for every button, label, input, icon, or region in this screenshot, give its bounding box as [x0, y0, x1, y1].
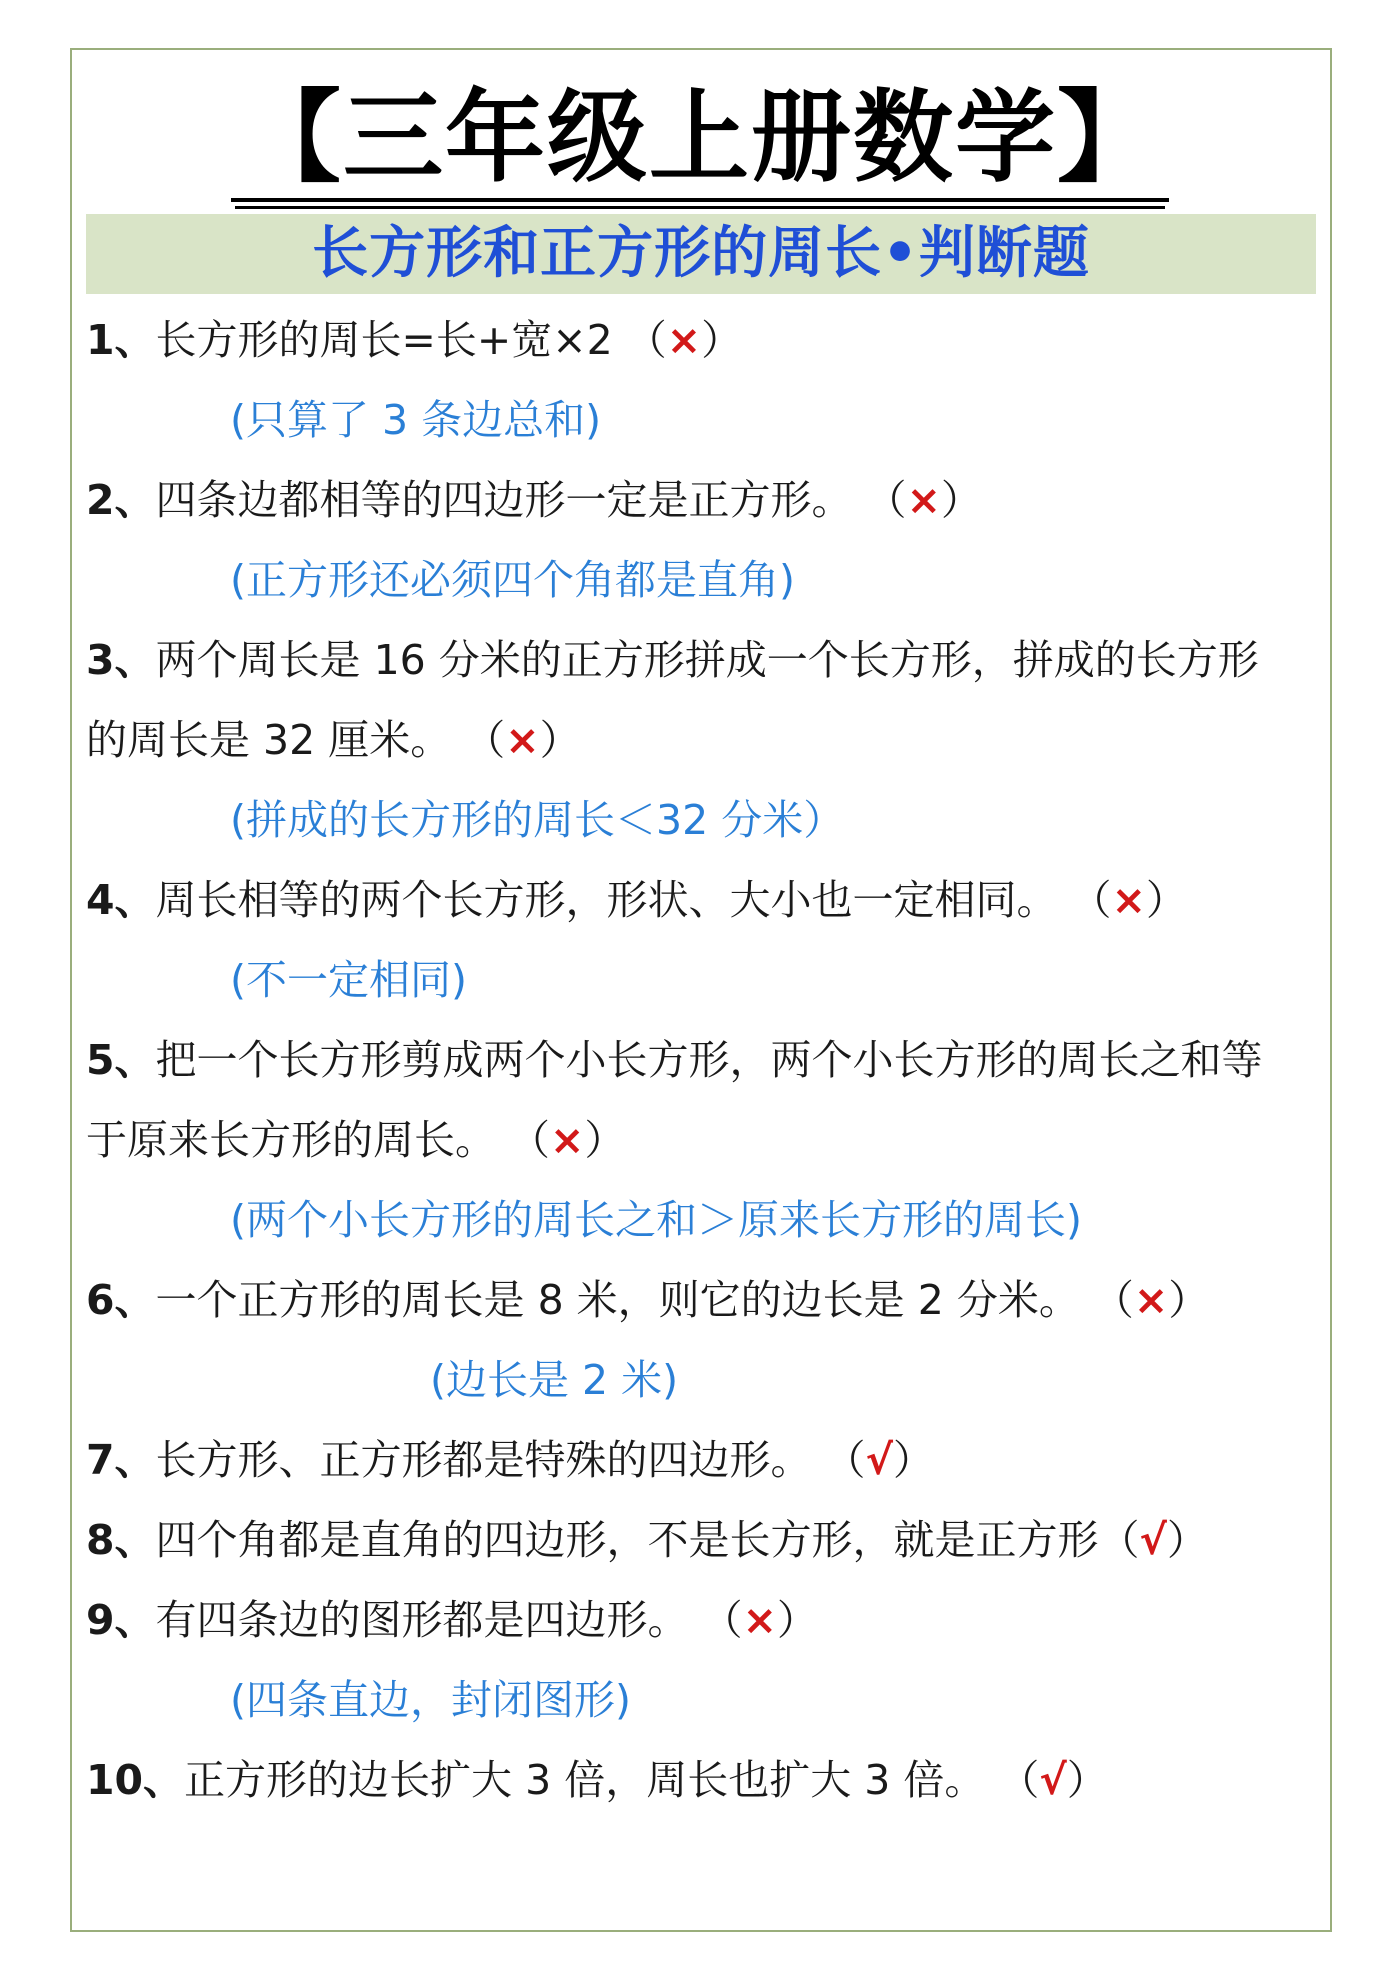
answer-mark: × — [1111, 876, 1146, 924]
question-9 — [86, 1590, 818, 1650]
question-number: 10、 — [86, 1756, 185, 1804]
question-7 — [86, 1430, 934, 1490]
question-3 — [86, 630, 1259, 690]
question-text: 四个角都是直角的四边形，不是长方形，就是正方形（ — [155, 1516, 1140, 1564]
page-title: 【三年级上册数学】 — [231, 78, 1169, 202]
question-text: 把一个长方形剪成两个小长方形，两个小长方形的周长之和等 — [155, 1036, 1263, 1084]
question-5 — [86, 1030, 1263, 1090]
question-text: 周长相等的两个长方形，形状、大小也一定相同。 （ — [155, 876, 1112, 924]
question-text: 两个周长是 16 分米的正方形拼成一个长方形，拼成的长方形 — [155, 636, 1259, 684]
answer-mark: × — [1133, 1276, 1169, 1324]
question-number: 2、 — [86, 476, 156, 524]
answer-close: ） — [940, 476, 982, 524]
question-text: 有四条边的图形都是四边形。 （ — [155, 1596, 743, 1644]
answer-mark: √ — [865, 1436, 893, 1484]
question-number: 5、 — [86, 1036, 156, 1084]
explanation-1: (只算了 3 条边总和) — [230, 396, 602, 444]
answer-close: ） — [1066, 1756, 1108, 1804]
question-number: 4、 — [86, 876, 156, 924]
question-text-continued: 于原来长方形的周长。 （ — [86, 1116, 551, 1164]
answer-mark: × — [666, 316, 702, 364]
question-text: 长方形、正方形都是特殊的四边形。 （ — [155, 1436, 866, 1484]
question-2 — [86, 470, 982, 530]
question-8 — [86, 1510, 1208, 1570]
explanation-3: (拼成的长方形的周长＜32 分米） — [230, 796, 845, 844]
question-text-continued: 的周长是 32 厘米。 （ — [86, 716, 506, 764]
question-text: 正方形的边长扩大 3 倍，周长也扩大 3 倍。 （ — [184, 1756, 1040, 1804]
answer-close: ） — [1168, 1276, 1210, 1324]
question-text: 四条边都相等的四边形一定是正方形。 （ — [155, 476, 907, 524]
answer-mark: × — [505, 716, 540, 764]
answer-close: ） — [539, 716, 581, 764]
explanation-5: (两个小长方形的周长之和＞原来长方形的周长) — [230, 1196, 1082, 1244]
explanation-6: (边长是 2 米) — [430, 1356, 679, 1404]
question-text: 长方形的周长=长+宽×2 （ — [155, 316, 667, 364]
explanation-2: (正方形还必须四个角都是直角) — [230, 556, 795, 604]
question-10 — [86, 1750, 1108, 1810]
explanation-9: (四条直边，封闭图形) — [230, 1676, 631, 1724]
title-container — [0, 78, 1400, 202]
question-1 — [86, 310, 742, 370]
question-3-continued — [86, 710, 581, 770]
answer-mark: × — [906, 476, 941, 524]
explanation-4: (不一定相同) — [230, 956, 467, 1004]
question-number: 3、 — [86, 636, 156, 684]
answer-close: ） — [892, 1436, 934, 1484]
answer-close: ） — [584, 1116, 626, 1164]
question-number: 8、 — [86, 1516, 156, 1564]
answer-mark: √ — [1039, 1756, 1067, 1804]
question-6 — [86, 1270, 1209, 1330]
answer-mark: × — [742, 1596, 777, 1644]
question-4 — [86, 870, 1187, 930]
question-5-continued — [86, 1110, 625, 1170]
question-text: 一个正方形的周长是 8 米，则它的边长是 2 分米。 （ — [155, 1276, 1134, 1324]
answer-close: ） — [701, 316, 743, 364]
question-number: 9、 — [86, 1596, 156, 1644]
answer-close: ） — [776, 1596, 818, 1644]
answer-mark: × — [550, 1116, 585, 1164]
question-number: 6、 — [86, 1276, 156, 1324]
page-subtitle: 长方形和正方形的周长•判断题 — [312, 221, 1090, 286]
answer-close: ） — [1145, 876, 1187, 924]
question-number: 7、 — [86, 1436, 156, 1484]
answer-close: ） — [1166, 1516, 1208, 1564]
answer-mark: √ — [1139, 1516, 1167, 1564]
subtitle-banner — [86, 214, 1316, 294]
question-number: 1、 — [86, 316, 156, 364]
